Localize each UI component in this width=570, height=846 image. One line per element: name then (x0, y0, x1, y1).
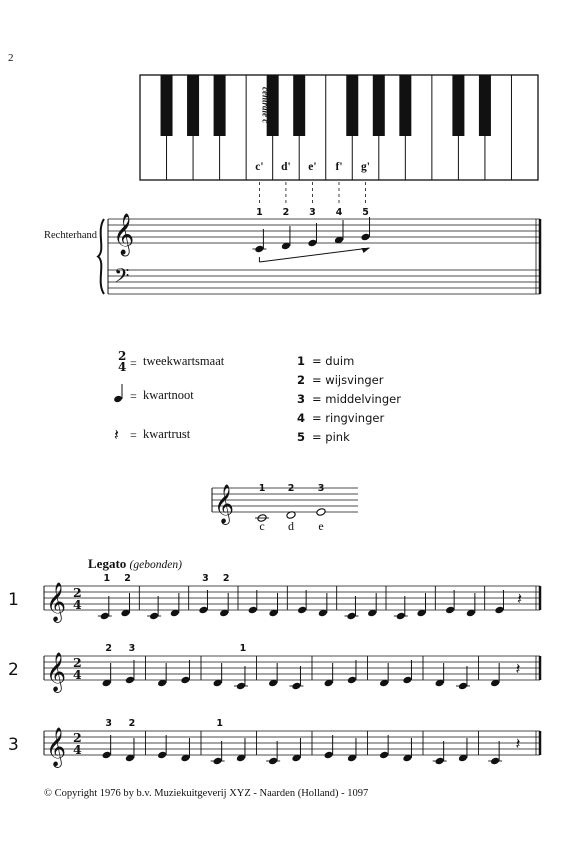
exercise-time-sig-top: 2 (73, 585, 82, 600)
fingering-description: = duim (312, 354, 355, 368)
equals-sign: = (130, 428, 137, 442)
exercise-treble-clef: 𝄞 (46, 584, 67, 621)
equals-sign: = (130, 356, 137, 370)
exercise-finger-number: 3 (128, 643, 136, 654)
treble-clef: 𝄞 (113, 214, 135, 254)
equals-sign: = (130, 389, 137, 403)
quarter-rest: 𝄽 (515, 736, 521, 753)
central-c-label: centrale c (260, 87, 271, 124)
exercise-number-3: 3 (8, 735, 19, 755)
exercise-finger-number: 1 (239, 643, 247, 654)
fingering-description: = ringvinger (312, 411, 385, 425)
key-name-label: e' (308, 161, 317, 173)
exercise-finger-number: 3 (105, 718, 112, 729)
black-key (161, 75, 173, 136)
black-key (346, 75, 358, 136)
finger-number: 4 (335, 207, 343, 218)
direction-arrow (259, 248, 369, 262)
finger-number: 2 (282, 207, 290, 218)
black-key (373, 75, 385, 136)
legato-subtitle: (gebonden) (129, 559, 182, 571)
legend-quarter-rest-text: kwartrust (143, 427, 191, 441)
exercise-time-sig-top: 2 (73, 730, 82, 745)
key-name-label: g' (361, 161, 371, 173)
fingering-description: = pink (312, 430, 350, 444)
exercise-finger-number: 2 (105, 643, 112, 654)
exercise-time-sig-bottom: 4 (73, 597, 82, 612)
key-name-label: f' (335, 161, 343, 173)
bass-clef: 𝄢 (114, 266, 130, 292)
copyright-notice: © Copyright 1976 by b.v. Muziekuitgeverij XYZ - Naarden (Holland) - 1097 (44, 788, 369, 799)
example-finger-number: 3 (317, 483, 325, 494)
example-note-name: e (318, 519, 324, 533)
time-sig-top: 2 (118, 349, 127, 363)
exercise-treble-clef: 𝄞 (46, 729, 67, 766)
arrow-head (362, 248, 370, 253)
legato-heading (88, 556, 182, 572)
black-key (293, 75, 305, 136)
fingering-number: 1 (297, 354, 306, 368)
exercise-finger-number: 1 (103, 573, 111, 584)
exercise-time-sig-top: 2 (73, 655, 82, 670)
black-key (187, 75, 199, 136)
exercise-finger-number: 2 (128, 718, 136, 729)
fingering-description: = middelvinger (312, 392, 401, 406)
example-note-head (316, 508, 326, 517)
exercise-finger-number: 2 (124, 573, 131, 584)
exercise-number-2: 2 (8, 660, 19, 680)
legend-quarter-note-head (113, 395, 123, 403)
fingering-number: 4 (297, 411, 306, 425)
time-sig-bottom: 4 (118, 360, 127, 374)
fingering-description: = wijsvinger (312, 373, 384, 387)
black-key (214, 75, 226, 136)
page-number: 2 (8, 52, 14, 64)
legend-quarter-note-text: kwartnoot (143, 388, 194, 402)
example-note-name: c (259, 519, 265, 533)
exercise-treble-clef: 𝄞 (46, 654, 67, 691)
black-key (399, 75, 411, 136)
fingering-number: 3 (297, 392, 306, 406)
legend-quarter-rest: 𝄽 (114, 427, 119, 444)
right-hand-label: Rechterhand (44, 230, 98, 241)
finger-number: 3 (309, 207, 316, 218)
legato-title: Legato (88, 556, 127, 571)
black-key (452, 75, 464, 136)
exercise-time-sig-bottom: 4 (73, 742, 82, 757)
exercise-finger-number: 3 (202, 573, 209, 584)
exercise-time-sig-bottom: 4 (73, 667, 82, 682)
exercise-number-1: 1 (8, 590, 19, 610)
legend-time-signature-text: tweekwartsmaat (143, 354, 225, 368)
quarter-rest: 𝄽 (517, 591, 523, 608)
brace (98, 219, 104, 294)
finger-number: 5 (362, 207, 369, 218)
example-finger-number: 1 (258, 483, 266, 494)
example-finger-number: 2 (287, 483, 295, 494)
finger-number: 1 (256, 207, 263, 218)
quarter-rest: 𝄽 (515, 661, 521, 678)
fingering-number: 5 (297, 430, 306, 444)
example-treble-clef: 𝄞 (214, 486, 235, 523)
black-key (479, 75, 491, 136)
exercise-finger-number: 1 (216, 718, 223, 729)
key-name-label: c' (255, 161, 264, 173)
fingering-number: 2 (297, 373, 306, 387)
example-note-name: d (288, 519, 294, 533)
exercise-finger-number: 2 (222, 573, 230, 584)
key-name-label: d' (281, 161, 291, 173)
